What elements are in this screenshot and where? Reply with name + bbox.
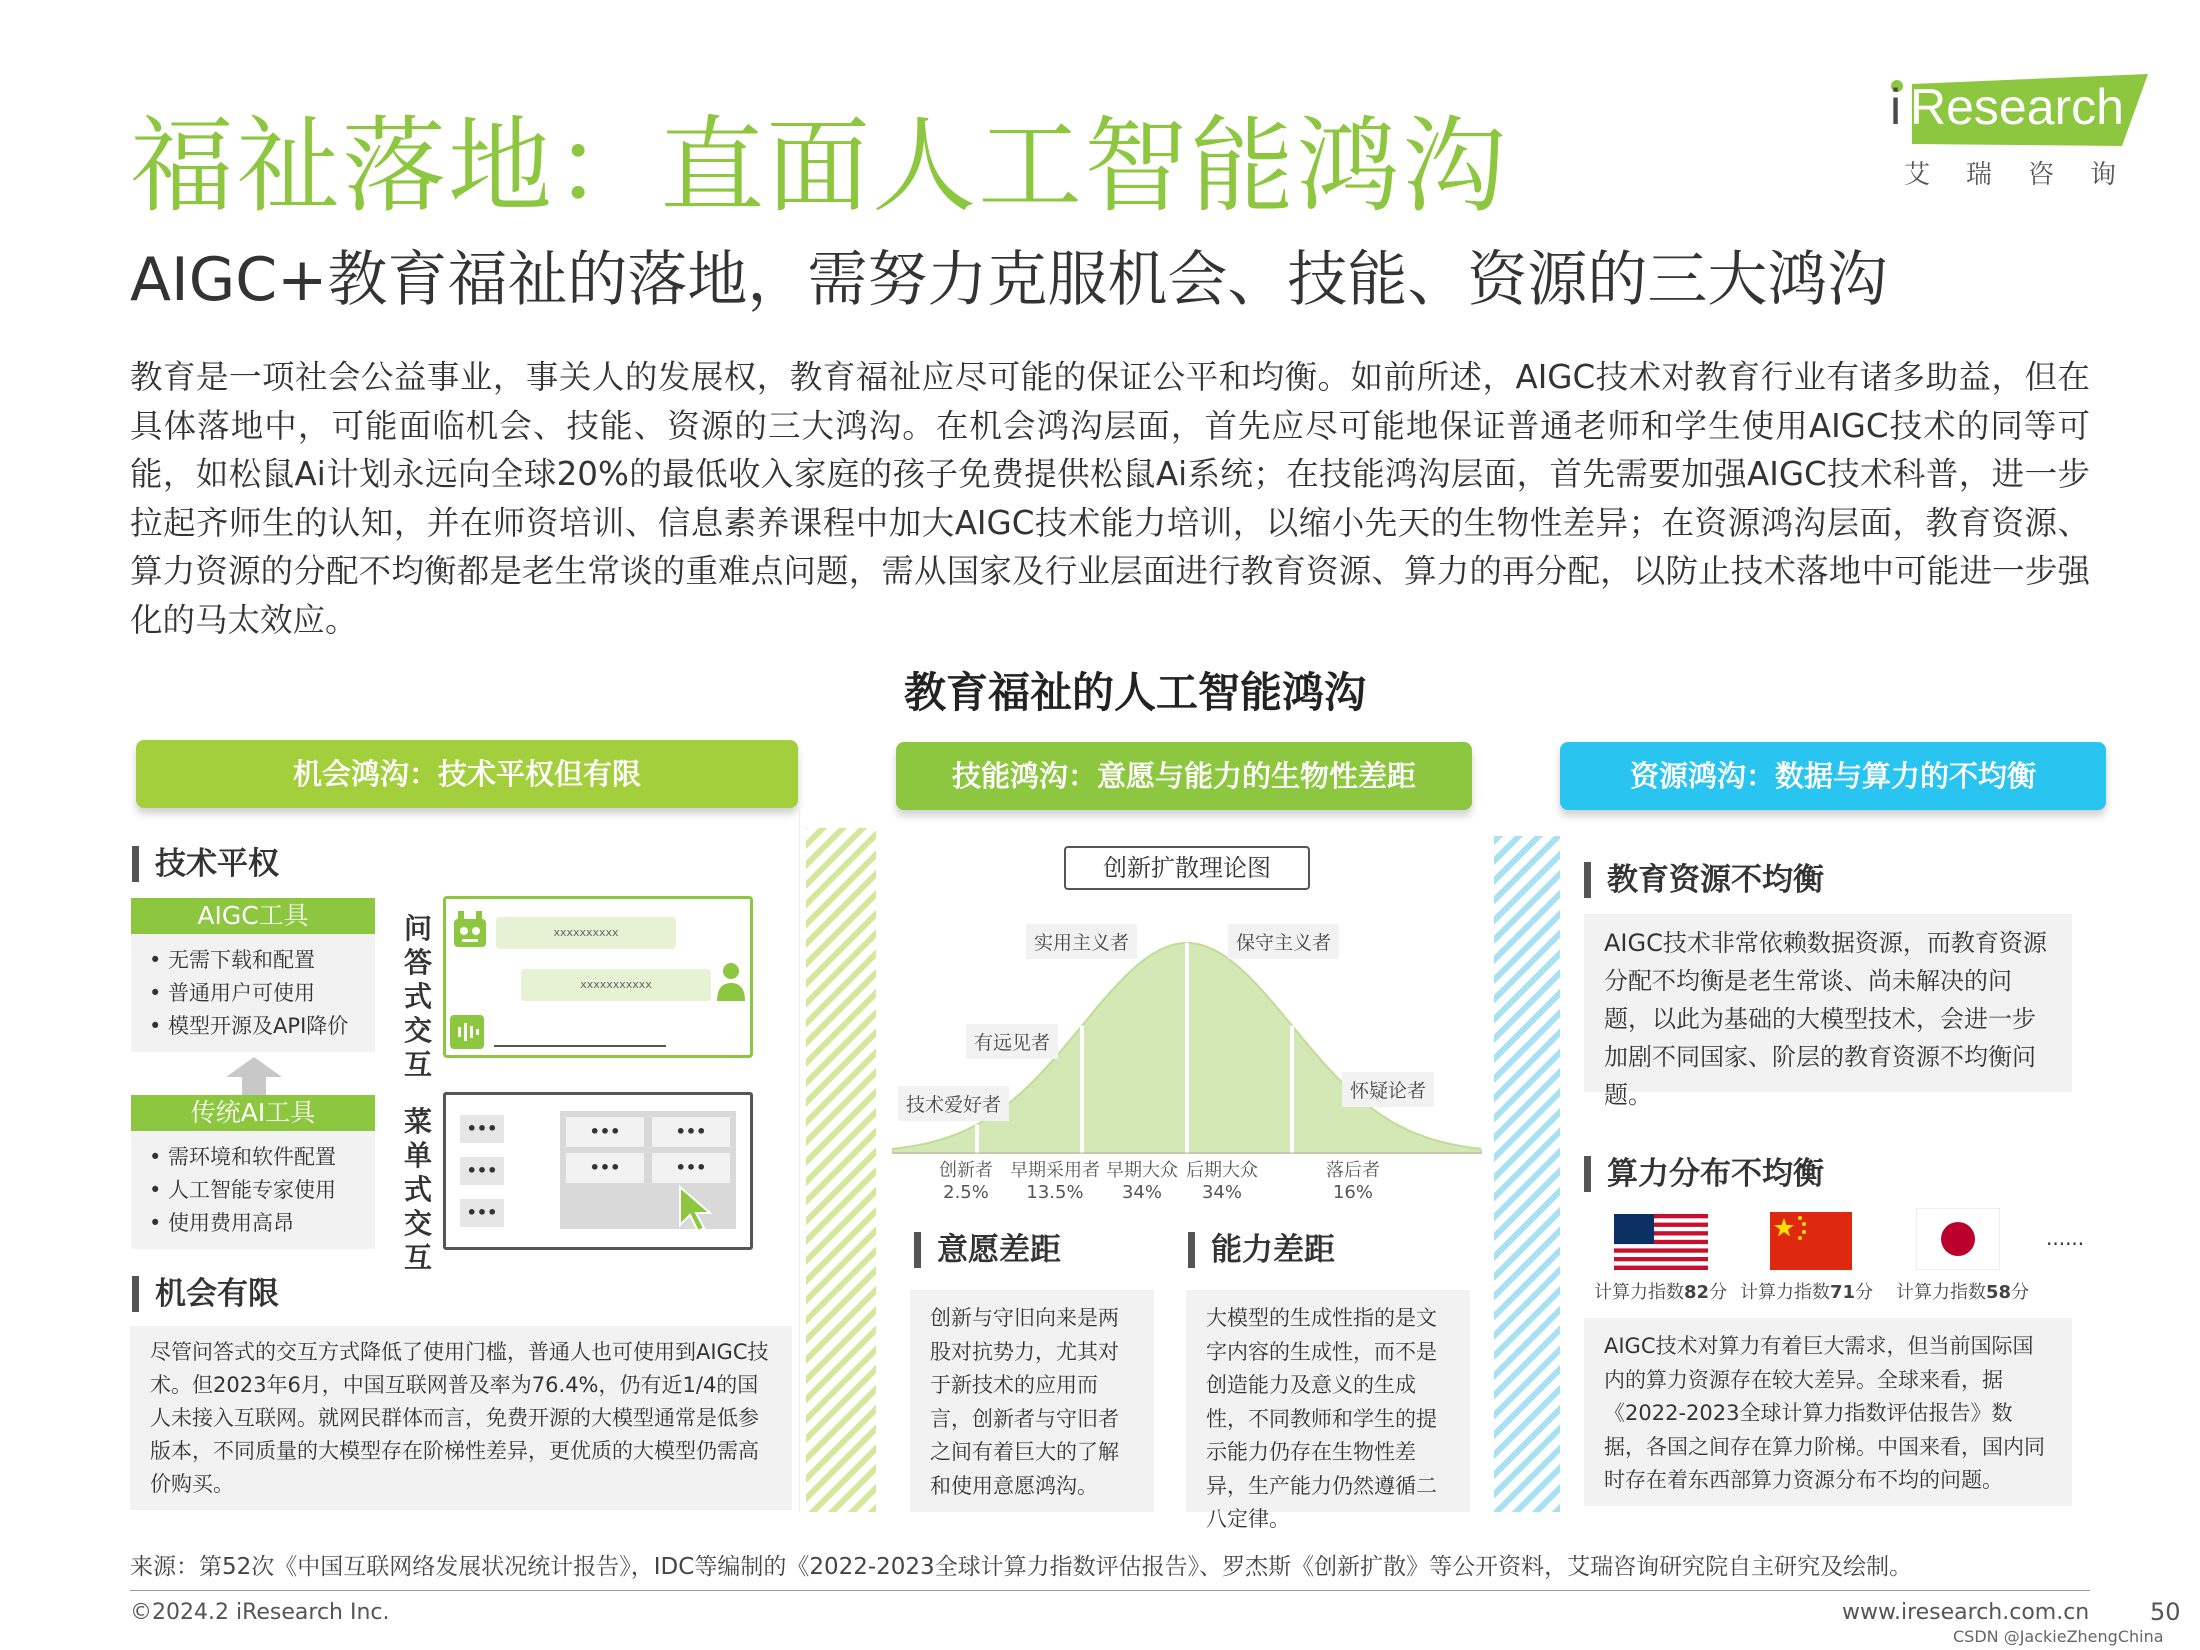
trad-item: • 人工智能专家使用 bbox=[149, 1178, 337, 1202]
caption-text: 计算力指数 bbox=[1896, 1282, 1986, 1303]
csdn-watermark: CSDN @JackieZhengChina bbox=[1953, 1627, 2164, 1646]
submenu-item: ••• bbox=[566, 1117, 644, 1147]
traditional-tool-box bbox=[131, 1131, 375, 1249]
stage-pct: 16% bbox=[1332, 1182, 1373, 1203]
stage-name: 创新者 bbox=[939, 1160, 993, 1181]
stage-early-majority bbox=[1100, 1160, 1184, 1204]
tech-equality-heading: 技术平权 bbox=[132, 846, 279, 882]
submenu-item: ••• bbox=[652, 1117, 730, 1147]
curve-label-visionary: 有远见者 bbox=[966, 1024, 1058, 1059]
index-value: 71 bbox=[1830, 1282, 1856, 1303]
page-title: 福祉落地：直面人工智能鸿沟 bbox=[130, 105, 1509, 227]
hatched-divider-blue bbox=[1494, 836, 1560, 1512]
menu-item: ••• bbox=[460, 1199, 504, 1227]
page-subtitle: AIGC+教育福祉的落地，需努力克服机会、技能、资源的三大鸿沟 bbox=[130, 245, 1888, 315]
stage-name: 落后者 bbox=[1326, 1160, 1380, 1181]
curve-label-pragmatist: 实用主义者 bbox=[1026, 924, 1137, 959]
caption-unit: 分 bbox=[2011, 1282, 2030, 1303]
limited-opportunity-text: 尽管问答式的交互方式降低了使用门槛，普通人也可使用到AIGC技术。但2023年6月，中国互联网普及率为76.4%，仍有近1/4的国人未接入互联网。就网民群体而言，免费开源的大模型通常是低参版本，不同质量的大模型存在阶梯性差异，更优质的大模型仍需高价购买。 bbox=[130, 1326, 792, 1510]
page-number: 50 bbox=[2150, 1598, 2181, 1626]
jp-flag-icon bbox=[1916, 1208, 2000, 1270]
aigc-tool-box bbox=[131, 934, 375, 1052]
aigc-item: • 普通用户可使用 bbox=[149, 981, 316, 1005]
cn-flag-icon bbox=[1770, 1212, 1852, 1270]
iresearch-logo bbox=[1890, 74, 2153, 190]
aigc-tool-tag: AIGC工具 bbox=[131, 898, 375, 934]
more-ellipsis: ...... bbox=[2046, 1226, 2085, 1250]
diffusion-diagram-title: 创新扩散理论图 bbox=[1064, 846, 1310, 890]
opportunity-gap-header: 机会鸿沟：技术平权但有限 bbox=[136, 740, 798, 808]
figure-title: 教育福祉的人工智能鸿沟 bbox=[903, 668, 1366, 717]
submenu-item: ••• bbox=[566, 1153, 644, 1183]
limited-opportunity-heading: 机会有限 bbox=[132, 1276, 279, 1312]
stage-laggards bbox=[1320, 1160, 1386, 1204]
intro-paragraph: 教育是一项社会公益事业，事关人的发展权，教育福祉应尽可能的保证公平和均衡。如前所述，AIGC技术对教育行业有诸多助益，但在具体落地中，可能面临机会、技能、资源的三大鸿沟。在机会鸿沟层面，首先应尽可能地保证普通老师和学生使用AIGC技术的同等可能，如松鼠Ai计划永远向全球20%的最低收入家庭的孩子免费提供松鼠Ai系统；在技能鸿沟层面，首先需要加强AIGC技术科普，进一步拉起齐师生的认知，并在师资培训、信息素养课程中加大AIGC技术能力培训，以缩小先天的生物性差异；在资源鸿沟层面，教育资源、算力资源的分配不均衡都是老生常谈的重难点问题，需从国家及行业层面进行教育资源、算力的再分配，以防止技术落地中可能进一步强化的马太效应。 bbox=[130, 358, 2090, 639]
willingness-gap-heading: 意愿差距 bbox=[914, 1232, 1061, 1268]
stage-name: 早期大众 bbox=[1106, 1160, 1178, 1181]
willingness-gap-text: 创新与守旧向来是两股对抗势力，尤其对于新技术的应用而言，创新者与守旧者之间有着巨大的了解和使用意愿鸿沟。 bbox=[910, 1290, 1154, 1512]
chat-bubble-bot: xxxxxxxxxx bbox=[496, 917, 676, 949]
edu-resource-text: AIGC技术非常依赖数据资源，而教育资源分配不均衡是老生常谈、尚未解决的问题，以此为基础的大模型技术，会进一步加剧不同国家、阶层的教育资源不均衡问题。 bbox=[1584, 914, 2072, 1092]
stage-late-majority bbox=[1180, 1160, 1264, 1204]
stage-name: 早期采用者 bbox=[1010, 1160, 1100, 1181]
us-flag-icon bbox=[1614, 1214, 1708, 1270]
cursor-icon bbox=[676, 1185, 716, 1235]
source-note: 来源：第52次《中国互联网络发展状况统计报告》，IDC等编制的《2022-2023全球计算力指数评估报告》、罗杰斯《创新扩散》等公开资料，艾瑞咨询研究院自主研究及绘制。 bbox=[130, 1554, 1913, 1580]
caption-text: 计算力指数 bbox=[1740, 1282, 1830, 1303]
trad-item: • 使用费用高昂 bbox=[149, 1211, 295, 1235]
voice-icon bbox=[450, 1015, 484, 1049]
qa-interaction-label bbox=[401, 912, 435, 1082]
menu-item: ••• bbox=[460, 1157, 504, 1185]
stage-pct: 2.5% bbox=[943, 1182, 989, 1203]
copyright: ©2024.2 iResearch Inc. bbox=[130, 1600, 390, 1625]
ability-gap-text: 大模型的生成性指的是文字内容的生成性，而不是创造能力及意义的生成性，不同教师和学生的提示能力仍存在生物性差异，生产能力仍然遵循二八定律。 bbox=[1186, 1290, 1470, 1512]
qa-chat-mockup bbox=[443, 896, 753, 1058]
trad-item: • 需环境和软件配置 bbox=[149, 1145, 337, 1169]
arrow-up-icon bbox=[226, 1057, 282, 1095]
skill-gap-header: 技能鸿沟：意愿与能力的生物性差距 bbox=[896, 742, 1472, 810]
resource-gap-header: 资源鸿沟：数据与算力的不均衡 bbox=[1560, 742, 2106, 810]
caption-unit: 分 bbox=[1709, 1282, 1728, 1303]
compute-text: AIGC技术对算力有着巨大需求，但当前国际国内的算力资源存在较大差异。全球来看，据《2022-2023全球计算力指数评估报告》数据，各国之间存在算力阶梯。中国来看，国内同时存在着东西部算力资源分布不均的问题。 bbox=[1584, 1318, 2072, 1506]
curve-label-skeptic: 怀疑论者 bbox=[1342, 1072, 1434, 1107]
stage-name: 后期大众 bbox=[1186, 1160, 1258, 1181]
curve-label-conservative: 保守主义者 bbox=[1228, 924, 1339, 959]
caption-text: 计算力指数 bbox=[1594, 1282, 1684, 1303]
aigc-item: • 无需下载和配置 bbox=[149, 948, 316, 972]
traditional-tool-tag: 传统AI工具 bbox=[131, 1095, 375, 1131]
hatched-divider-green bbox=[806, 828, 876, 1512]
compute-heading: 算力分布不均衡 bbox=[1584, 1156, 1824, 1192]
user-icon bbox=[716, 961, 746, 1001]
caption-unit: 分 bbox=[1855, 1282, 1874, 1303]
input-line bbox=[494, 1045, 666, 1047]
index-value: 82 bbox=[1684, 1282, 1710, 1303]
menu-item: ••• bbox=[460, 1115, 504, 1143]
cn-compute-index bbox=[1740, 1278, 1873, 1304]
chat-bubble-user: xxxxxxxxxxx bbox=[521, 969, 711, 1001]
stage-pct: 34% bbox=[1201, 1182, 1242, 1203]
aigc-item: • 模型开源及API降价 bbox=[149, 1014, 349, 1038]
footer-divider bbox=[130, 1590, 2090, 1591]
menu-label-text: 菜单式交互 bbox=[403, 1105, 432, 1274]
curve-label-tech-enthusiast: 技术爱好者 bbox=[898, 1086, 1009, 1121]
ability-gap-heading: 能力差距 bbox=[1188, 1232, 1335, 1268]
logo-chinese: 艾瑞咨询 bbox=[1904, 160, 2153, 190]
stage-pct: 34% bbox=[1121, 1182, 1162, 1203]
menu-ui-mockup bbox=[443, 1092, 753, 1250]
submenu-item: ••• bbox=[652, 1153, 730, 1183]
qa-label-text: 问答式交互 bbox=[403, 912, 432, 1081]
stage-pct: 13.5% bbox=[1026, 1182, 1084, 1203]
robot-icon bbox=[452, 911, 488, 951]
jp-compute-index bbox=[1896, 1278, 2029, 1304]
index-value: 58 bbox=[1986, 1282, 2012, 1303]
logo-wordmark: Research bbox=[1910, 79, 2124, 135]
us-compute-index bbox=[1594, 1278, 1727, 1304]
website-link[interactable]: www.iresearch.com.cn bbox=[1842, 1600, 2090, 1625]
stage-early-adopters bbox=[1005, 1160, 1105, 1204]
logo-i: i bbox=[1890, 79, 1902, 135]
stage-innovators bbox=[933, 1160, 999, 1204]
menu-interaction-label bbox=[401, 1105, 435, 1275]
edu-resource-heading: 教育资源不均衡 bbox=[1584, 862, 1824, 898]
